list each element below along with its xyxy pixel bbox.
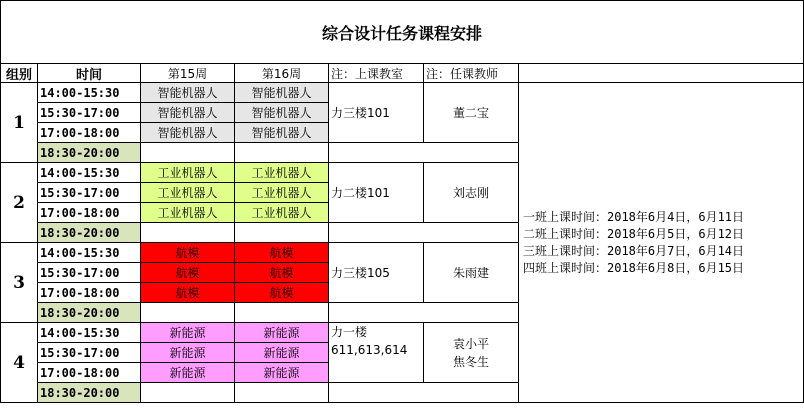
course-cell[interactable]: 智能机器人 <box>234 102 329 123</box>
empty-cell[interactable] <box>234 222 329 243</box>
time-slot[interactable]: 17:00-18:00 <box>37 362 141 383</box>
course-cell[interactable]: 工业机器人 <box>234 162 329 183</box>
empty-cell[interactable] <box>234 142 329 163</box>
time-slot[interactable]: 14:00-15:30 <box>37 242 141 263</box>
empty-cell[interactable] <box>328 142 519 163</box>
header-teacher[interactable]: 注：任课教师 <box>423 63 519 83</box>
course-cell[interactable]: 航模 <box>140 262 235 283</box>
empty-cell[interactable] <box>328 302 519 323</box>
teacher-cell[interactable]: 董二宝 <box>423 82 519 143</box>
time-slot[interactable]: 14:00-15:30 <box>37 322 141 343</box>
course-cell[interactable]: 智能机器人 <box>140 82 235 103</box>
classroom-line: 力一楼 <box>331 325 368 339</box>
course-cell[interactable]: 智能机器人 <box>140 102 235 123</box>
course-cell[interactable]: 航模 <box>234 282 329 303</box>
empty-cell[interactable] <box>140 382 235 403</box>
time-slot-evening[interactable]: 18:30-20:00 <box>37 142 141 163</box>
course-cell[interactable]: 新能源 <box>234 322 329 343</box>
teacher-cell[interactable] <box>423 322 519 383</box>
teacher-line: 焦冬生 <box>452 354 489 369</box>
group-id[interactable]: 4 <box>0 322 38 403</box>
header-week16[interactable]: 第16周 <box>234 63 329 83</box>
course-cell[interactable]: 新能源 <box>140 322 235 343</box>
course-cell[interactable]: 工业机器人 <box>234 202 329 223</box>
empty-cell[interactable] <box>234 302 329 323</box>
time-slot[interactable]: 14:00-15:30 <box>37 162 141 183</box>
course-cell[interactable]: 航模 <box>140 282 235 303</box>
header-week15[interactable]: 第15周 <box>140 63 235 83</box>
course-cell[interactable]: 航模 <box>234 262 329 283</box>
header-time[interactable]: 时间 <box>37 63 141 83</box>
time-slot-evening[interactable]: 18:30-20:00 <box>37 302 141 323</box>
header-group[interactable]: 组别 <box>0 63 38 83</box>
time-slot[interactable]: 15:30-17:00 <box>37 342 141 363</box>
course-cell[interactable]: 新能源 <box>140 342 235 363</box>
class-schedule-notes[interactable] <box>518 82 804 403</box>
header-classroom[interactable]: 注：上课教室 <box>328 63 424 83</box>
course-cell[interactable]: 工业机器人 <box>140 202 235 223</box>
course-cell[interactable]: 航模 <box>140 242 235 263</box>
time-slot[interactable]: 15:30-17:00 <box>37 102 141 123</box>
course-cell[interactable]: 新能源 <box>140 362 235 383</box>
time-slot[interactable]: 17:00-18:00 <box>37 282 141 303</box>
note-line: 一班上课时间：2018年6月4日，6月11日 <box>523 209 745 224</box>
note-line: 四班上课时间：2018年6月8日，6月15日 <box>523 260 745 275</box>
empty-cell[interactable] <box>140 302 235 323</box>
course-cell[interactable]: 智能机器人 <box>140 122 235 143</box>
time-slot-evening[interactable]: 18:30-20:00 <box>37 382 141 403</box>
course-cell[interactable]: 工业机器人 <box>140 162 235 183</box>
course-cell[interactable]: 新能源 <box>234 342 329 363</box>
teacher-cell[interactable]: 刘志刚 <box>423 162 519 223</box>
classroom-cell[interactable] <box>328 322 424 383</box>
time-slot[interactable]: 17:00-18:00 <box>37 202 141 223</box>
empty-cell[interactable] <box>140 222 235 243</box>
header-notes-blank[interactable] <box>518 63 804 83</box>
time-slot[interactable]: 15:30-17:00 <box>37 262 141 283</box>
empty-cell[interactable] <box>140 142 235 163</box>
time-slot[interactable]: 17:00-18:00 <box>37 122 141 143</box>
empty-cell[interactable] <box>328 222 519 243</box>
course-cell[interactable]: 新能源 <box>234 362 329 383</box>
course-cell[interactable]: 工业机器人 <box>234 182 329 203</box>
classroom-cell[interactable]: 力三楼101 <box>328 82 424 143</box>
course-cell[interactable]: 智能机器人 <box>234 82 329 103</box>
time-slot[interactable]: 14:00-15:30 <box>37 82 141 103</box>
classroom-line: 611,613,614 <box>331 343 408 357</box>
classroom-cell[interactable]: 力三楼105 <box>328 242 424 303</box>
group-id[interactable]: 3 <box>0 242 38 323</box>
time-slot[interactable]: 15:30-17:00 <box>37 182 141 203</box>
note-line: 二班上课时间：2018年6月5日，6月12日 <box>523 226 745 241</box>
classroom-cell[interactable]: 力二楼101 <box>328 162 424 223</box>
teacher-cell[interactable]: 朱雨建 <box>423 242 519 303</box>
sheet-title[interactable]: 综合设计任务课程安排 <box>0 0 804 64</box>
time-slot-evening[interactable]: 18:30-20:00 <box>37 222 141 243</box>
group-id[interactable]: 1 <box>0 82 38 163</box>
group-id[interactable]: 2 <box>0 162 38 243</box>
course-cell[interactable]: 航模 <box>234 242 329 263</box>
empty-cell[interactable] <box>234 382 329 403</box>
teacher-line: 袁小平 <box>452 336 489 351</box>
course-cell[interactable]: 工业机器人 <box>140 182 235 203</box>
note-line: 三班上课时间：2018年6月7日，6月14日 <box>523 243 745 258</box>
course-cell[interactable]: 智能机器人 <box>234 122 329 143</box>
empty-cell[interactable] <box>328 382 519 403</box>
